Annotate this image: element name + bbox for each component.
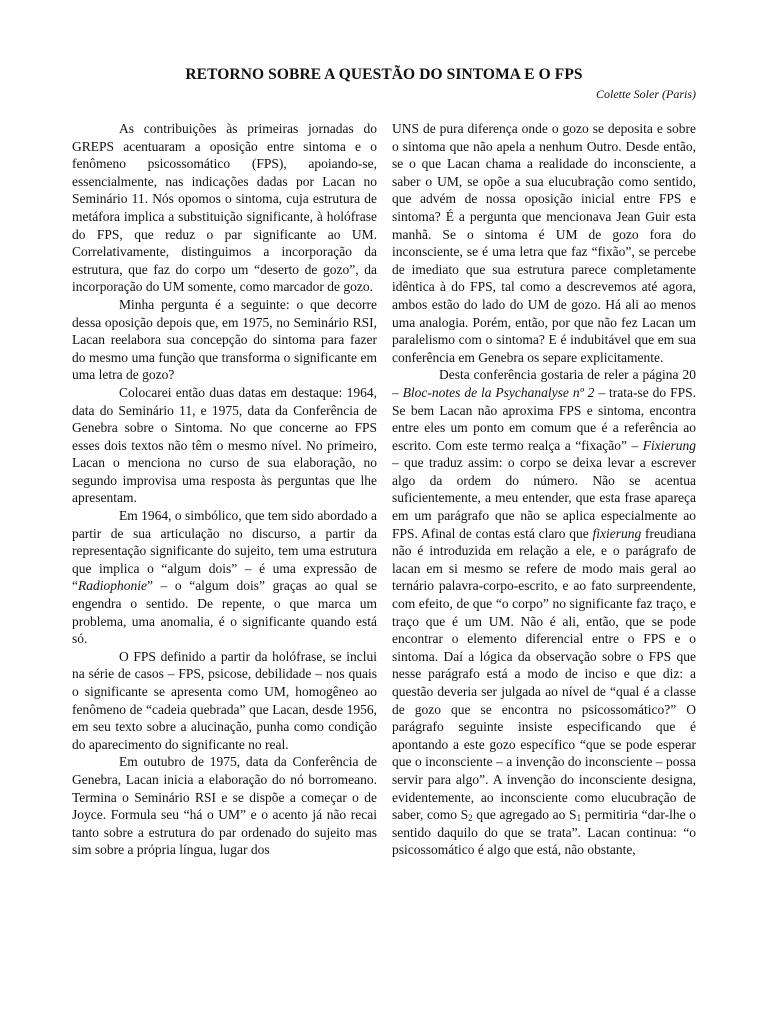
paragraph bbox=[392, 366, 696, 859]
text-run: – que traduz assim: o corpo se deixa levar a escrever algo da ordem do número. Não se acentua suficientemente, a meu entender, que esta frase apareça em um parágrafo que não se aplica especialmente ao FPS. Afinal de contas está claro que bbox=[392, 455, 696, 541]
italic-term: Fixierung bbox=[642, 437, 696, 453]
symbol: S bbox=[569, 807, 577, 823]
paragraph: Colocarei então duas datas em destaque: 1964, data do Seminário 11, e 1975, data da Conferência de Genebra sobre o Sintoma. No que concerne ao FPS esses dois textos não têm o mesmo nível. No primeiro, Lacan o menciona no curso de sua elaboração, no segundo improvisa uma resposta às perguntas que lhe apresentam. bbox=[72, 384, 377, 506]
text-run: permitiria “dar-lhe o sentido daquilo do que se trata”. Lacan continua: “o psicossomático é algo que está, não obstante, bbox=[392, 807, 696, 858]
subscript: 1 bbox=[576, 813, 582, 824]
italic-title: Bloc-notes de la Psychanalyse nº 2 bbox=[402, 384, 595, 400]
article-title: RETORNO SOBRE A QUESTÃO DO SINTOMA E O FPS bbox=[185, 66, 583, 83]
right-column bbox=[392, 120, 696, 859]
italic-term: fixierung bbox=[592, 525, 642, 541]
left-column bbox=[72, 120, 377, 859]
italic-title: Radiophonie bbox=[78, 578, 147, 594]
text-run: que agregado ao bbox=[472, 807, 570, 823]
paragraph: As contribuições às primeiras jornadas do GREPS acentuaram a oposição entre sintoma e o fenômeno psicossomático (FPS), apoiando-se, essencialmente, nas indicações dadas por Lacan no Seminário 11. Nós opomos o sintoma, cuja estrutura de metáfora implica a substituição significante, à holófrase do FPS, que reduz o par significante ao UM. Correlativamente, distinguimos a incorporação da estrutura, que faz do corpo um “deserto de gozo”, da incorporação do UM somente, como marcador de gozo. bbox=[72, 121, 377, 295]
text-run: Em 1964, o simbólico, que tem sido abordado a partir de sua articulação no discurso, a partir da representação significante do sujeito, tem uma estrutura que implica o “algum dois” – é uma expressão de “ bbox=[72, 508, 377, 594]
paragraph: UNS de pura diferença onde o gozo se deposita e sobre o sintoma que não apela a nenhum Outro. Desde então, se o que Lacan chama a realidade do inconsciente, a saber o UM, se opõe a sua elucubração como sentido, que advém de nossa oposição inicial entre FPS e sintoma? É a pergunta que mencionava Jean Guir esta manhã. Se o sintoma é UM de gozo fora do inconsciente, se é uma letra que faz “fixão”, se percebe de imediato que sua estrutura parece completamente idêntica à do FPS, tal como a descrevemos até agora, ambos estão do lado do UM de gozo. Há ali ao menos uma analogia. Porém, então, por que não fez Lacan um paralelismo com o sintoma? E é indubitável que em sua conferência em Genebra os separe explicitamente. bbox=[392, 121, 696, 365]
paragraph: Minha pergunta é a seguinte: o que decorre dessa oposição depois que, em 1975, no Seminário RSI, Lacan reelabora sua concepção do sintoma para fazer do mesmo uma função que transforma o significante em uma letra de gozo? bbox=[72, 296, 377, 383]
paragraph: O FPS definido a partir da holófrase, se inclui na série de casos – FPS, psicose, debilidade – nos quais o significante se apresenta como UM, homogêneo ao fenômeno de “cadeia quebrada” que Lacan, desde 1956, em seu texto sobre a alucinação, punha como condição do aparecimento do significante no real. bbox=[72, 648, 377, 752]
text-run: freudiana não é introduzida em relação a ele, e o parágrafo de lacan em si mesmo se refere de modo mais geral ao ternário palavra-corpo-escrito, e ao fato surpreendente, com efeito, de que “o corpo” no significante faz traço, e traço que é um UM. Não é ali, então, que se pode encontrar o elemento diferencial entre o FPS e o sintoma. Daí a lógica da observação sobre o FPS que nesse parágrafo está a modo de inciso e que diz: a questão deveria ser julgada ao nível de “qual é a classe de gozo que se encontra no psicossomático?” O parágrafo seguinte insiste especificando que é apontando a este gozo específico “que se pode esperar que o inconsciente – a invenção do inconsciente – possa servir para algo”. A invenção do inconsciente designa, evidentemente, ao inconsciente como elucubração de saber, como bbox=[392, 525, 696, 823]
paragraph bbox=[72, 507, 377, 648]
subscript: 2 bbox=[468, 813, 473, 824]
author-line: Colette Soler (Paris) bbox=[596, 87, 696, 101]
text-run: Desta conferência gostaria de reler a página 20 – bbox=[392, 367, 696, 400]
text-run: – trata-se do FPS. Se bem Lacan não aproxima FPS e sintoma, encontra entre eles um ponto em comum que é a referência ao escrito. Com este termo realça a “fixação” – bbox=[392, 384, 697, 453]
symbol: S bbox=[460, 807, 469, 823]
paragraph: Em outubro de 1975, data da Conferência de Genebra, Lacan inicia a elaboração do nó borromeano. Termina o Seminário RSI e se dispõe a começar o de Joyce. Formula seu “há o UM” e o acento já não recai tanto sobre a estrutura do par ordenado do sujeito mas sim sobre a própria língua, lugar dos bbox=[72, 754, 377, 858]
text-run: ” – o “algum dois” graças ao qual se engendra o sentido. De repente, o que marca um problema, uma anomalia, é o significante quando está só. bbox=[72, 578, 377, 647]
